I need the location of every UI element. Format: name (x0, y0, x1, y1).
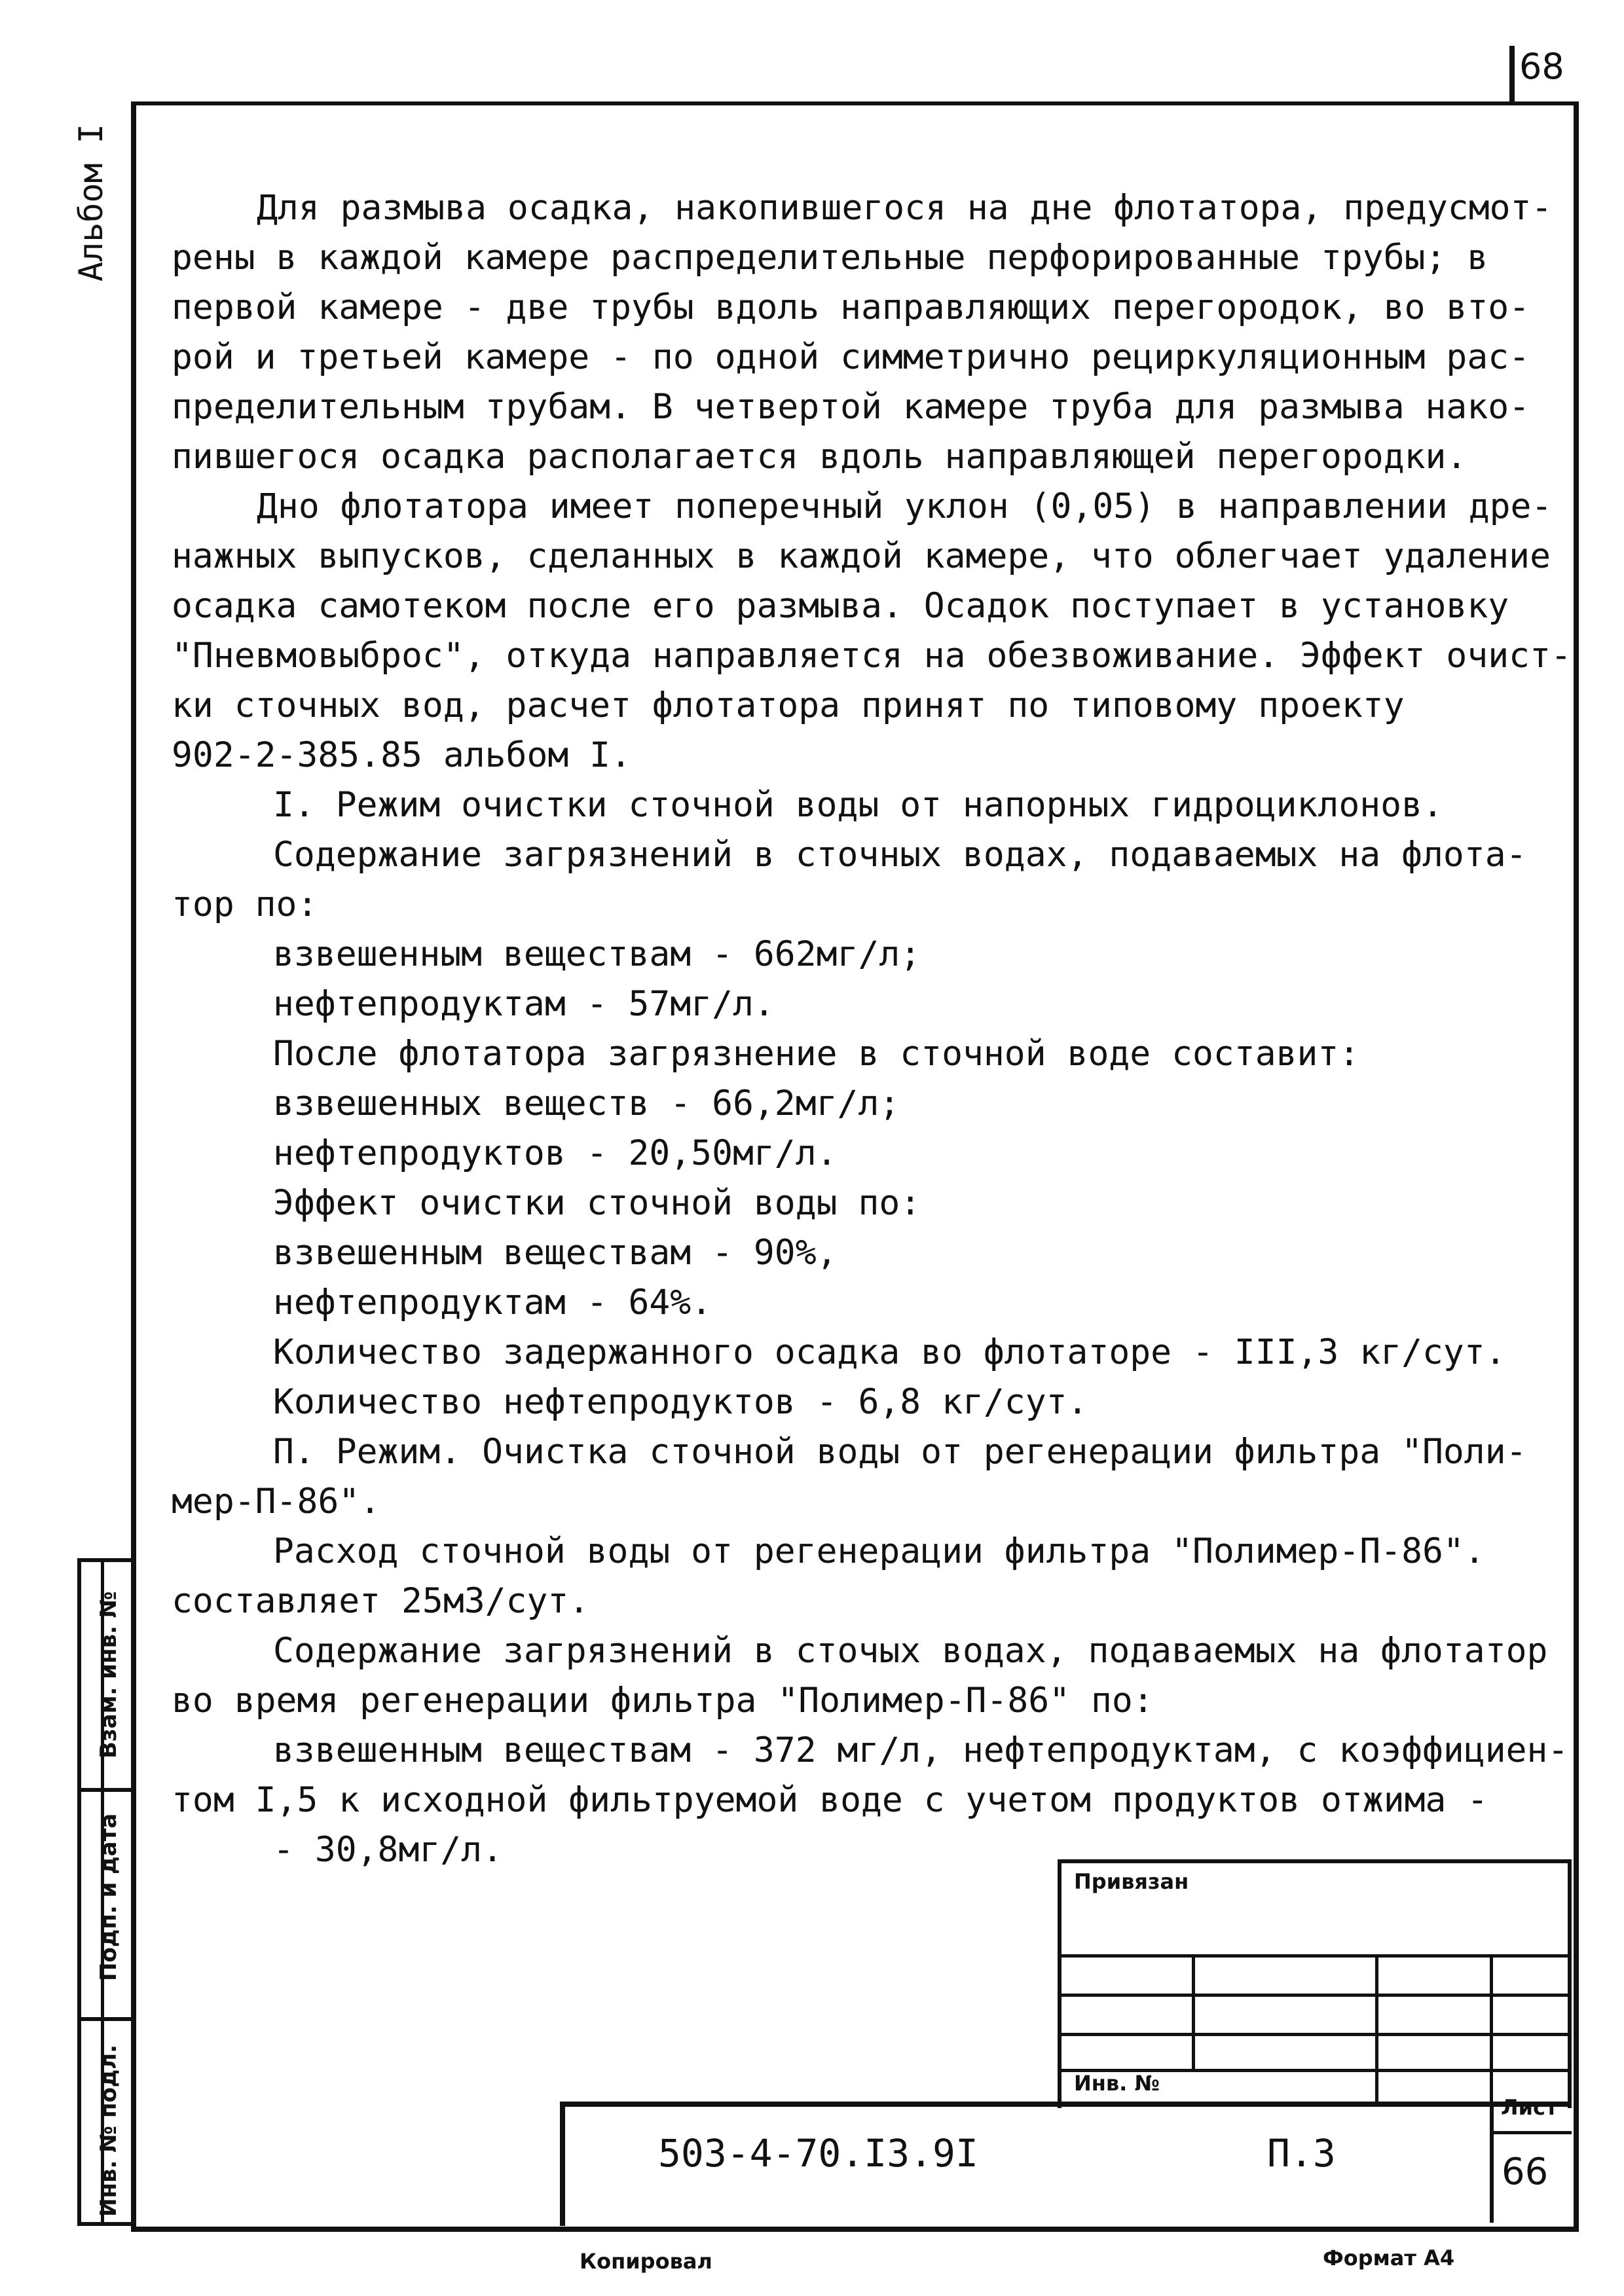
side-stamp (77, 1558, 131, 2226)
text-line: взвешенных веществ - 66,2мг/л; (273, 1084, 900, 1123)
text-line: Содержание загрязнений в сточых водах, подаваемых на флотатор (273, 1631, 1548, 1671)
text-line: составляет 25м3/сут. (172, 1581, 590, 1621)
grid-line (1490, 2131, 1572, 2134)
text-line: мер-П-86". (172, 1482, 381, 1522)
album-label: Альбом I (72, 124, 110, 282)
sheet-label: Лист (1501, 2095, 1558, 2120)
text-line: ки сточных вод, расчет флотатора принят по типовому проекту (172, 685, 1405, 725)
document-code: 503-4-70.I3.9I (658, 2131, 978, 2176)
text-line: После флотатора загрязнение в сточной воде составит: (273, 1034, 1360, 1074)
page-number: 68 (1519, 46, 1564, 87)
copied-by-label: Копировал (580, 2249, 712, 2274)
text-line: тор по: (172, 884, 318, 924)
document-part: П.3 (1267, 2131, 1336, 2176)
grid-line (1490, 1954, 1493, 2105)
text-line: взвешенным веществам - 662мг/л; (273, 934, 921, 974)
text-line: пившегося осадка располагается вдоль направляющей перегородки. (172, 437, 1467, 477)
text-line: Дно флотатора имеет поперечный уклон (0,05) в направлении дре- (257, 486, 1553, 526)
inv-label: Инв. № (1074, 2071, 1160, 2096)
text-line: I. Режим очистки сточной воды от напорных гидроциклонов. (273, 785, 1443, 825)
grid-line (1375, 1954, 1378, 2105)
text-line: рены в каждой камере распределительные перфорированные трубы; в (172, 238, 1488, 278)
text-line: первой камере - две трубы вдоль направляющих перегородок, во вто- (172, 287, 1530, 327)
text-line: Эффект очистки сточной воды по: (273, 1183, 921, 1223)
text-line: пределительным трубам. В четвертой камере труба для размыва нако- (172, 387, 1530, 427)
grid-line (1058, 1954, 1572, 1958)
text-line: том I,5 к исходной фильтруемой воде с учетом продуктов отжима - (172, 1780, 1488, 1820)
text-line: Количество задержанного осадка во флотаторе - III,3 кг/сут. (273, 1332, 1506, 1372)
text-line: взвешенным веществам - 90%, (273, 1233, 838, 1273)
text-line: Расход сточной воды от регенерации фильтра "Полимер-П-86". (273, 1531, 1485, 1571)
page-number-bar (1509, 46, 1515, 101)
grid-line (1058, 2033, 1572, 2036)
text-line: во время регенерации фильтра "Полимер-П-86" по: (172, 1681, 1154, 1721)
format-label: Формат А4 (1323, 2246, 1455, 2270)
sheet-number: 66 (1502, 2151, 1549, 2193)
text-line: 902-2-385.85 альбом I. (172, 735, 631, 775)
text-line: нажных выпусков, сделанных в каждой камере, что облегчает удаление (172, 536, 1551, 576)
text-line: нефтепродуктам - 64%. (273, 1283, 712, 1322)
text-line: П. Режим. Очистка сточной воды от регенерации фильтра "Поли- (273, 1432, 1527, 1472)
side-stamp-label: Инв. № подл. (96, 2044, 122, 2217)
text-line: Содержание загрязнений в сточных водах, подаваемых на флота- (273, 835, 1527, 875)
text-line: - 30,8мг/л. (273, 1830, 503, 1870)
text-line: Для размыва осадка, накопившегося на дне флотатора, предусмот- (257, 188, 1553, 228)
text-line: "Пневмовыброс", откуда направляется на обезвоживание. Эффект очист- (172, 636, 1572, 676)
side-stamp-label: Взам. инв. № (96, 1591, 122, 1758)
text-line: нефтепродуктов - 20,50мг/л. (273, 1133, 838, 1173)
grid-line (1058, 1994, 1572, 1997)
text-line: нефтепродуктам - 57мг/л. (273, 984, 775, 1024)
text-line: взвешенным веществам - 372 мг/л, нефтепродуктам, с коэффициен- (273, 1730, 1569, 1770)
text-line: Количество нефтепродуктов - 6,8 кг/сут. (273, 1382, 1088, 1422)
linked-label: Привязан (1074, 1869, 1189, 1894)
body-text (172, 183, 1572, 1875)
side-stamp-label: Подп. и дата (96, 1813, 122, 1981)
text-line: рой и третьей камере - по одной симметрично рециркуляционным рас- (172, 337, 1530, 377)
text-line: осадка самотеком после его размыва. Осадок поступает в установку (172, 586, 1509, 626)
grid-line (1192, 1954, 1195, 2069)
